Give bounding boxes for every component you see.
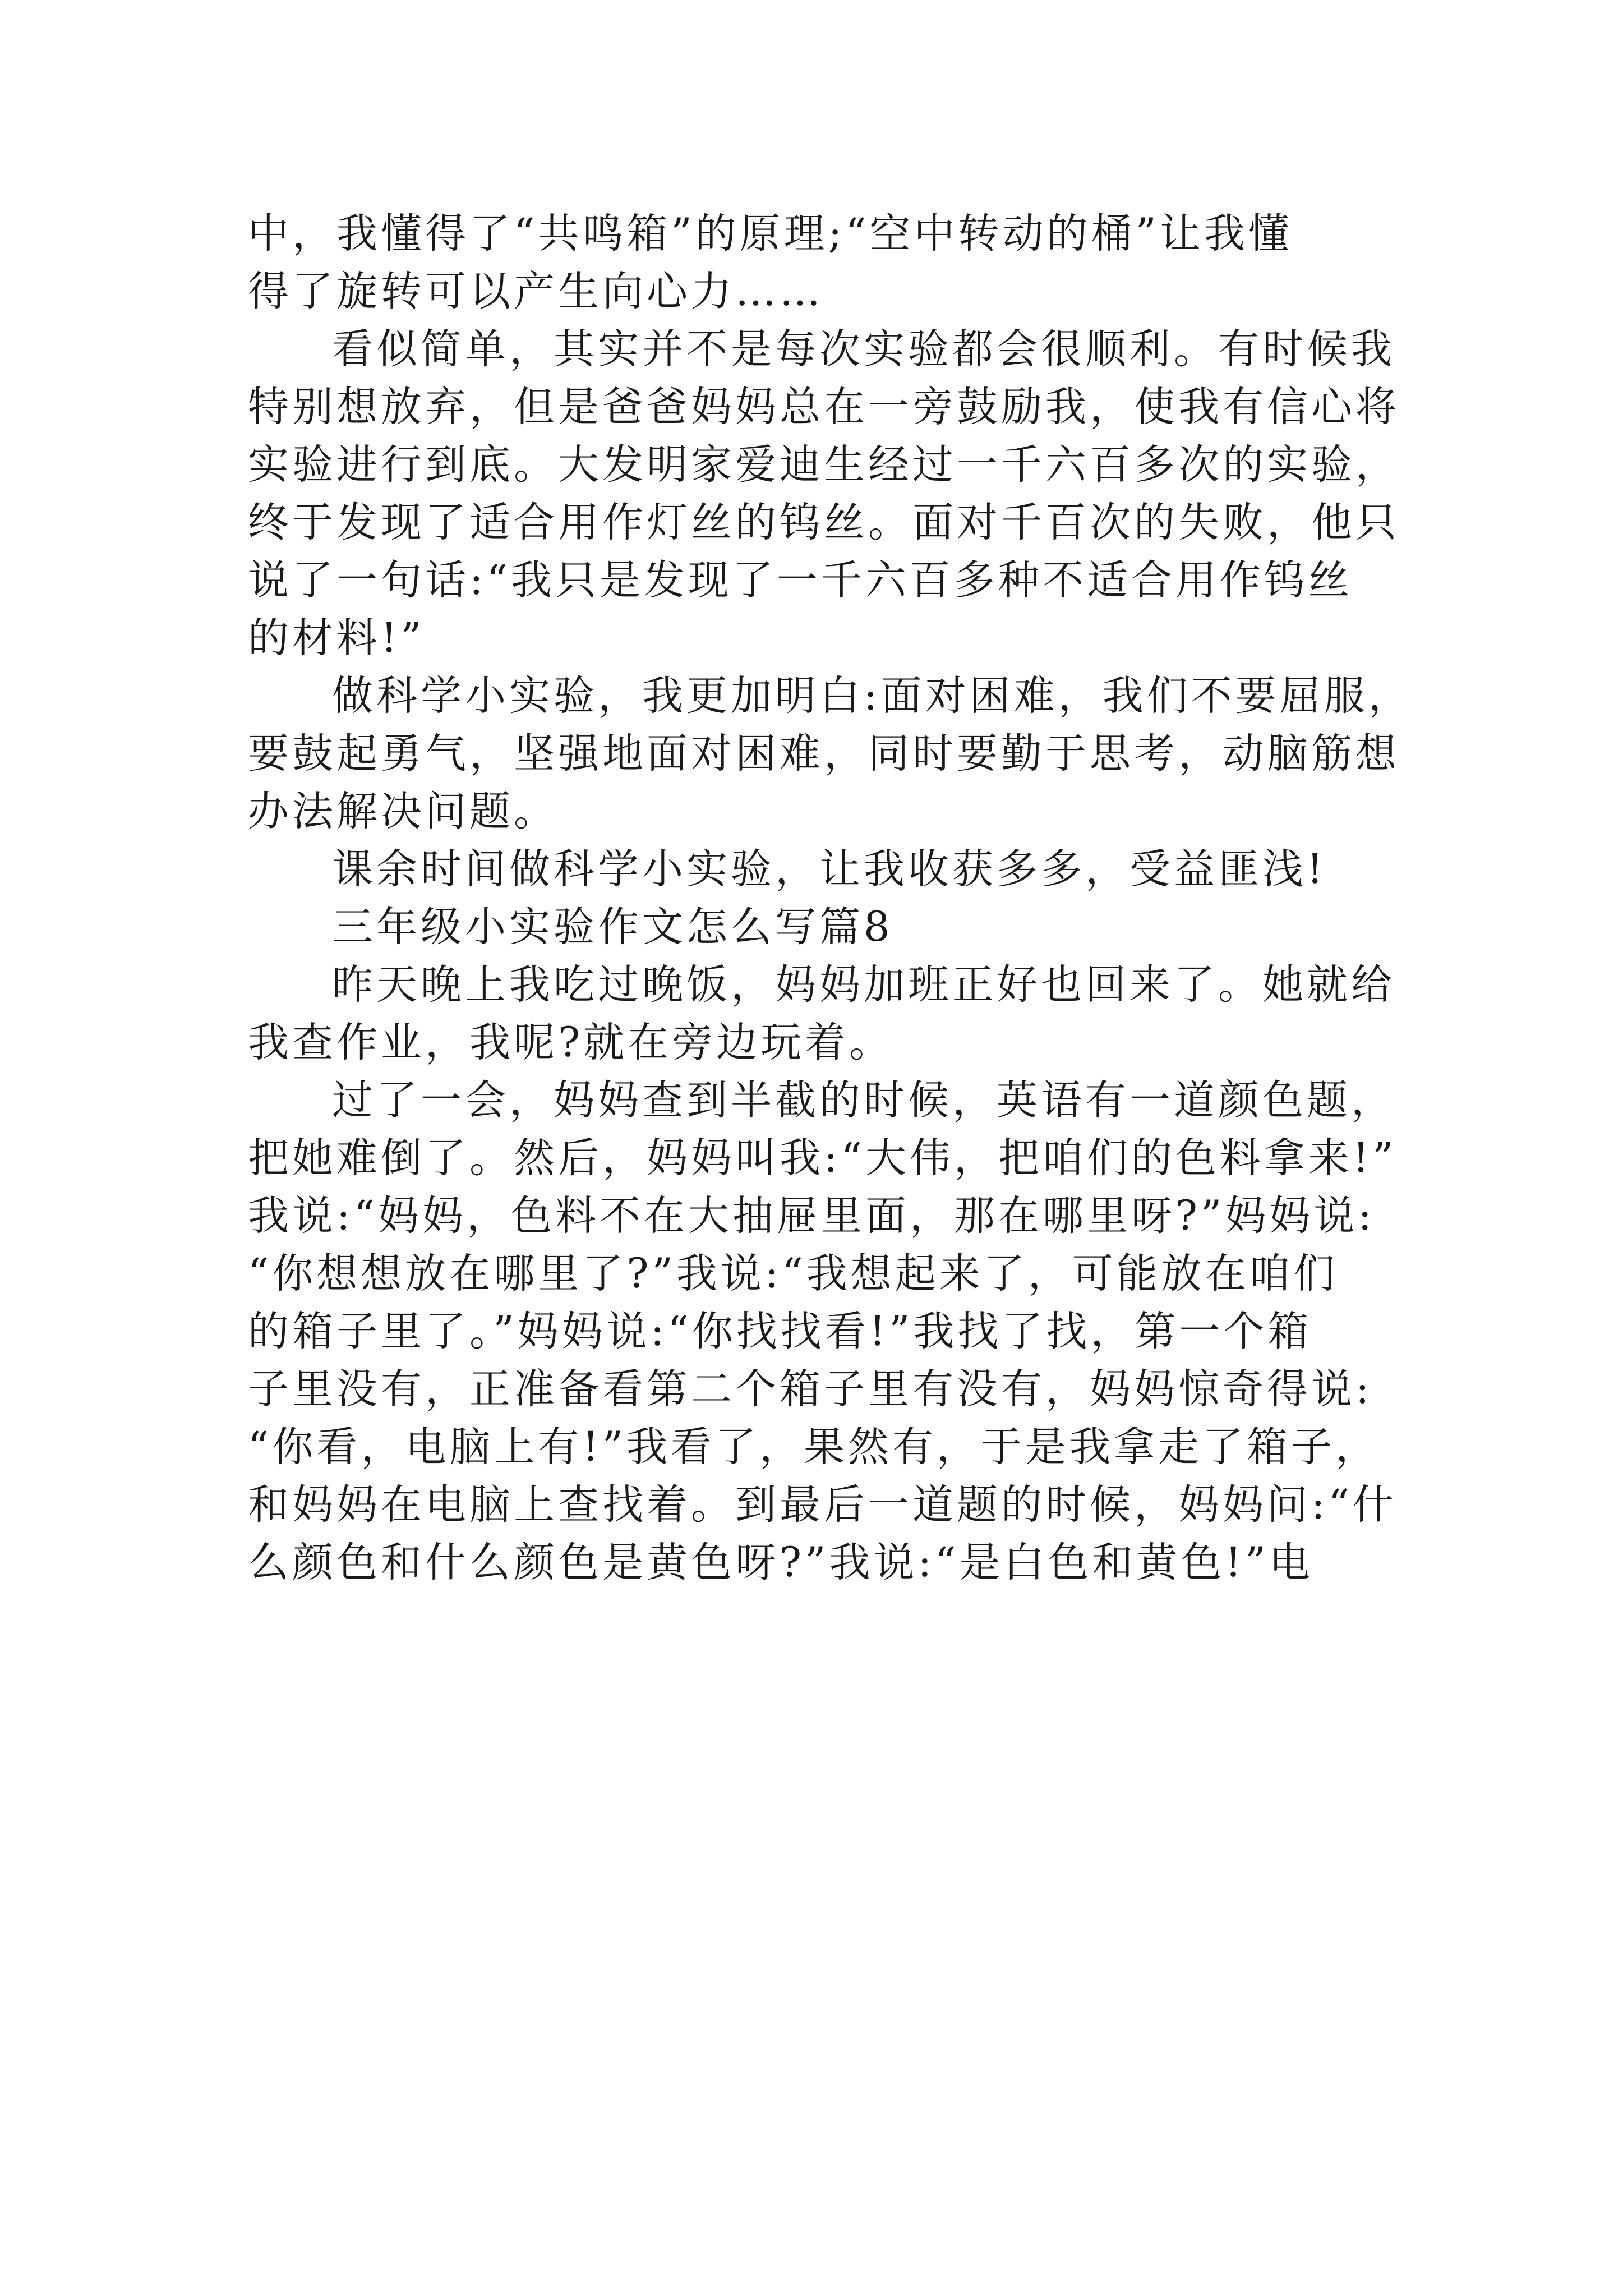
text-line: 特别想放弃，但是爸爸妈妈总在一旁鼓励我，使我有信心将: [248, 383, 1400, 431]
paragraph-start-line: 课余时间做科学小实验，让我收获多多，受益匪浅!: [332, 845, 1327, 893]
text-line: 的材料!”: [248, 614, 425, 662]
section-heading: 三年级小实验作文怎么写篇8: [332, 903, 893, 951]
text-line: 我说:“妈妈，色料不在大抽屉里面，那在哪里呀?”妈妈说:: [248, 1192, 1375, 1240]
text-line: 把她难倒了。然后，妈妈叫我:“大伟，把咱们的色料拿来!”: [248, 1134, 1397, 1182]
text-line: 实验进行到底。大发明家爱迪生经过一千六百多次的实验，: [248, 441, 1400, 489]
document-body: [248, 205, 1414, 1591]
text-line: 得了旋转可以产生向心力……: [248, 268, 824, 315]
text-line: 和妈妈在电脑上查找着。到最后一道题的时候，妈妈问:“什: [248, 1481, 1397, 1529]
text-line: “你看，电脑上有!”我看了，果然有，于是我拿走了箱子，: [248, 1423, 1380, 1471]
text-line: 中，我懂得了“共鸣箱”的原理;“空中转动的桶”让我懂: [248, 210, 1293, 257]
text-line: 办法解决问题。: [248, 788, 558, 835]
text-line: 么颜色和什么颜色是黄色呀?”我说:“是白色和黄色!”电: [248, 1539, 1314, 1586]
text-line: 要鼓起勇气，坚强地面对困难，同时要勤于思考，动脑筋想: [248, 730, 1400, 777]
text-line: “你想想放在哪里了?”我说:“我想起来了，可能放在咱们: [248, 1250, 1338, 1297]
paragraph-start-line: 昨天晚上我吃过晚饭，妈妈加班正好也回来了。她就给: [332, 961, 1395, 1009]
paragraph-start-line: 过了一会，妈妈查到半截的时候，英语有一道颜色题，: [332, 1076, 1395, 1124]
paragraph-start-line: 做科学小实验，我更加明白:面对困难，我们不要屈服，: [332, 672, 1413, 720]
text-line: 说了一句话:“我只是发现了一千六百多种不适合用作钨丝: [248, 556, 1353, 604]
text-line: 的箱子里了。”妈妈说:“你找找看!”我找了找，第一个箱: [248, 1308, 1312, 1355]
text-line: 子里没有，正准备看第二个箱子里有没有，妈妈惊奇得说:: [248, 1365, 1373, 1413]
paragraph-start-line: 看似简单，其实并不是每次实验都会很顺利。有时候我: [332, 325, 1395, 373]
text-line: 我查作业，我呢?就在旁边玩着。: [248, 1019, 894, 1066]
text-line: 终于发现了适合用作灯丝的钨丝。面对千百次的失败，他只: [248, 499, 1400, 546]
